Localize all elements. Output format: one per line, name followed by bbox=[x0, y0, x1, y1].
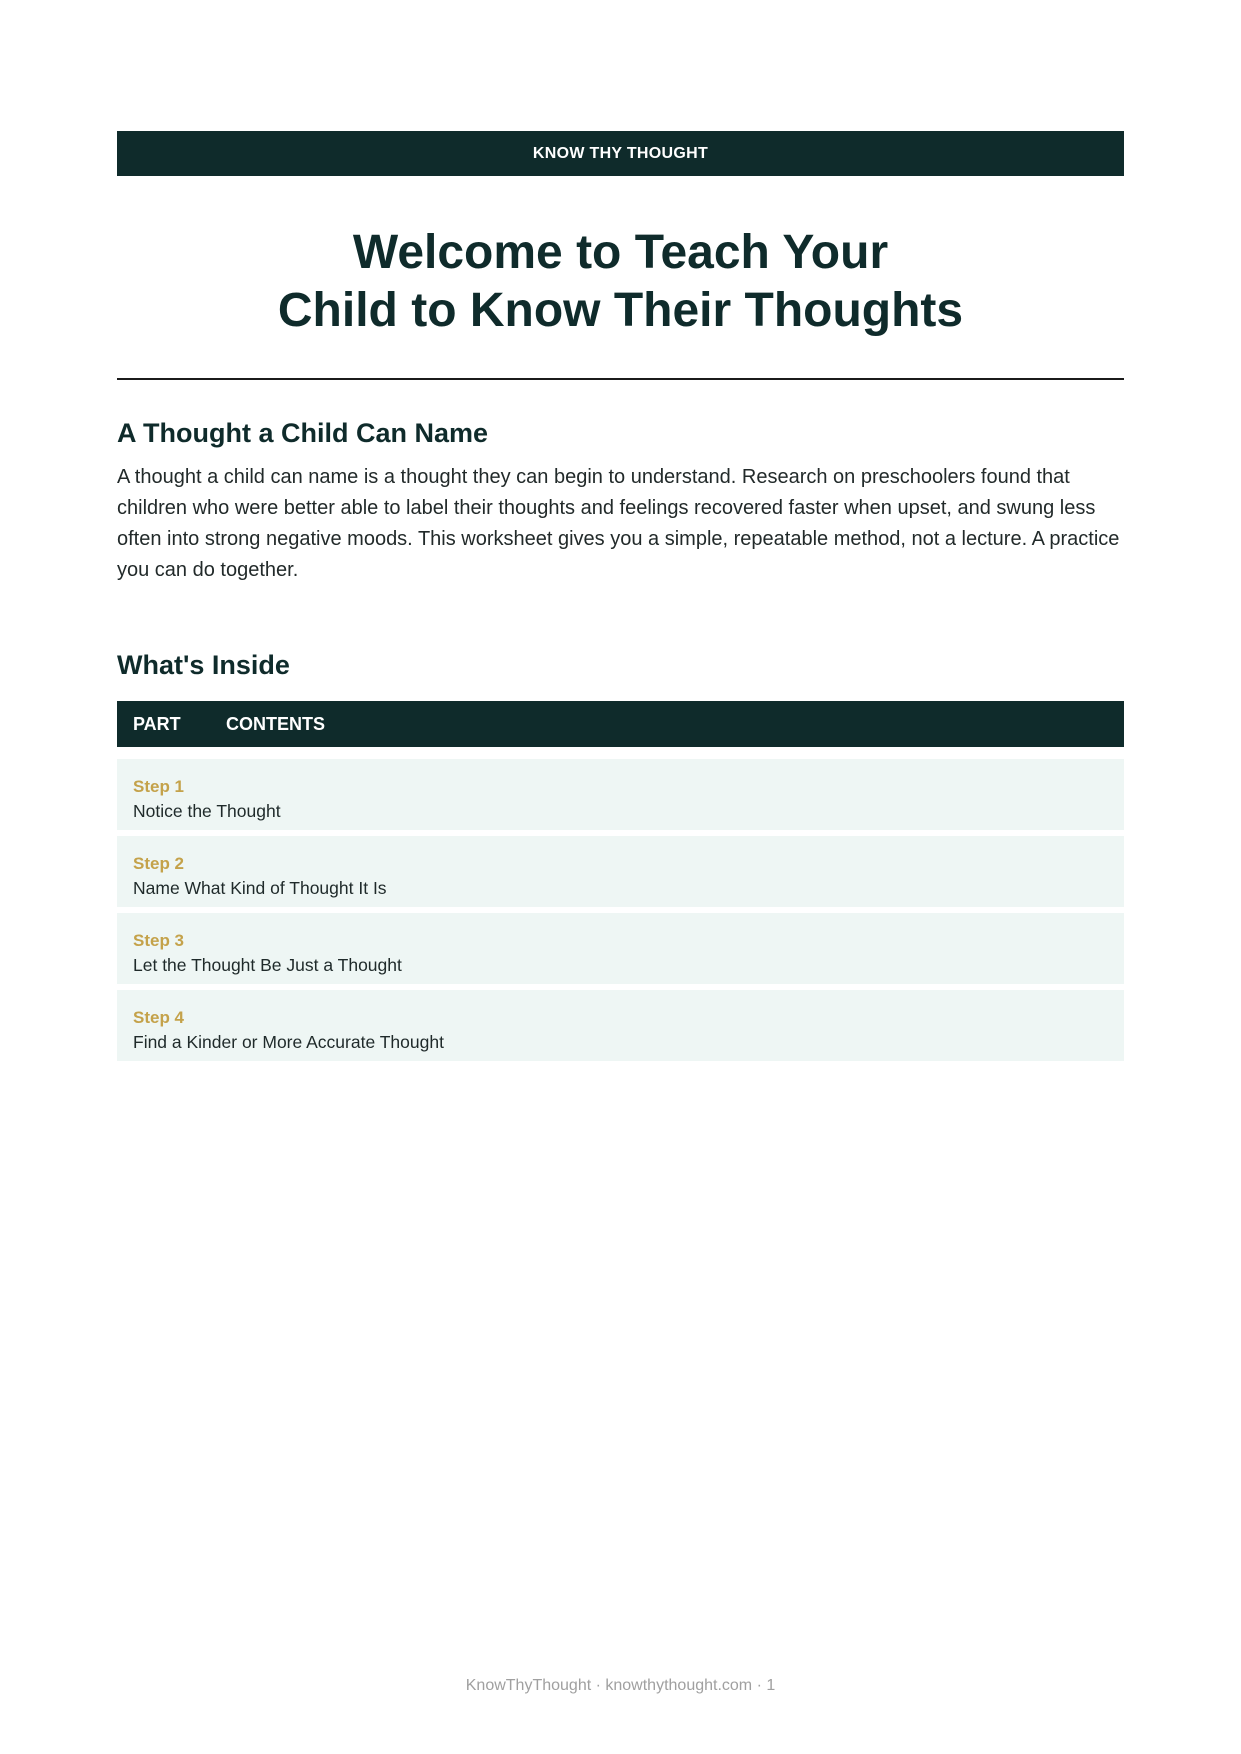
step-title: Notice the Thought bbox=[133, 800, 281, 821]
step-title: Name What Kind of Thought It Is bbox=[133, 877, 387, 898]
column-header-contents: CONTENTS bbox=[226, 713, 325, 734]
step-number: Step 3 bbox=[133, 930, 185, 950]
step-number: Step 4 bbox=[133, 1007, 185, 1027]
brand-banner bbox=[117, 131, 1124, 176]
table-row bbox=[117, 836, 1124, 907]
page-title-line-2: Child to Know Their Thoughts bbox=[277, 284, 964, 337]
intro-heading: A Thought a Child Can Name bbox=[117, 418, 488, 448]
page-title bbox=[117, 224, 1124, 340]
table-row bbox=[117, 913, 1124, 984]
step-number: Step 2 bbox=[133, 853, 185, 873]
intro-paragraph: A thought a child can name is a thought they can begin to understand. Research on preschoolers found that children who were better able to label their thoughts and feelings recovered faster when upset, and swung less often into strong negative moods. This worksheet gives you a simple, repeatable method, not a lecture. A practice you can do together. bbox=[117, 466, 1120, 581]
contents-table-body bbox=[117, 759, 1124, 1061]
step-title: Let the Thought Be Just a Thought bbox=[133, 954, 402, 975]
title-divider bbox=[117, 378, 1124, 380]
brand-banner-label: KNOW THY THOUGHT bbox=[532, 144, 709, 162]
whats-inside-heading: What's Inside bbox=[117, 650, 290, 680]
step-number: Step 1 bbox=[133, 776, 185, 796]
column-header-part: PART bbox=[133, 713, 181, 734]
document-page bbox=[117, 131, 1124, 1067]
table-row bbox=[117, 990, 1124, 1061]
page-title-line-1: Welcome to Teach Your bbox=[352, 226, 889, 279]
table-row bbox=[117, 759, 1124, 830]
page-footer: KnowThyThought · knowthythought.com · 1 bbox=[465, 1677, 776, 1694]
step-title: Find a Kinder or More Accurate Thought bbox=[133, 1031, 444, 1052]
contents-table-header bbox=[117, 701, 1124, 747]
